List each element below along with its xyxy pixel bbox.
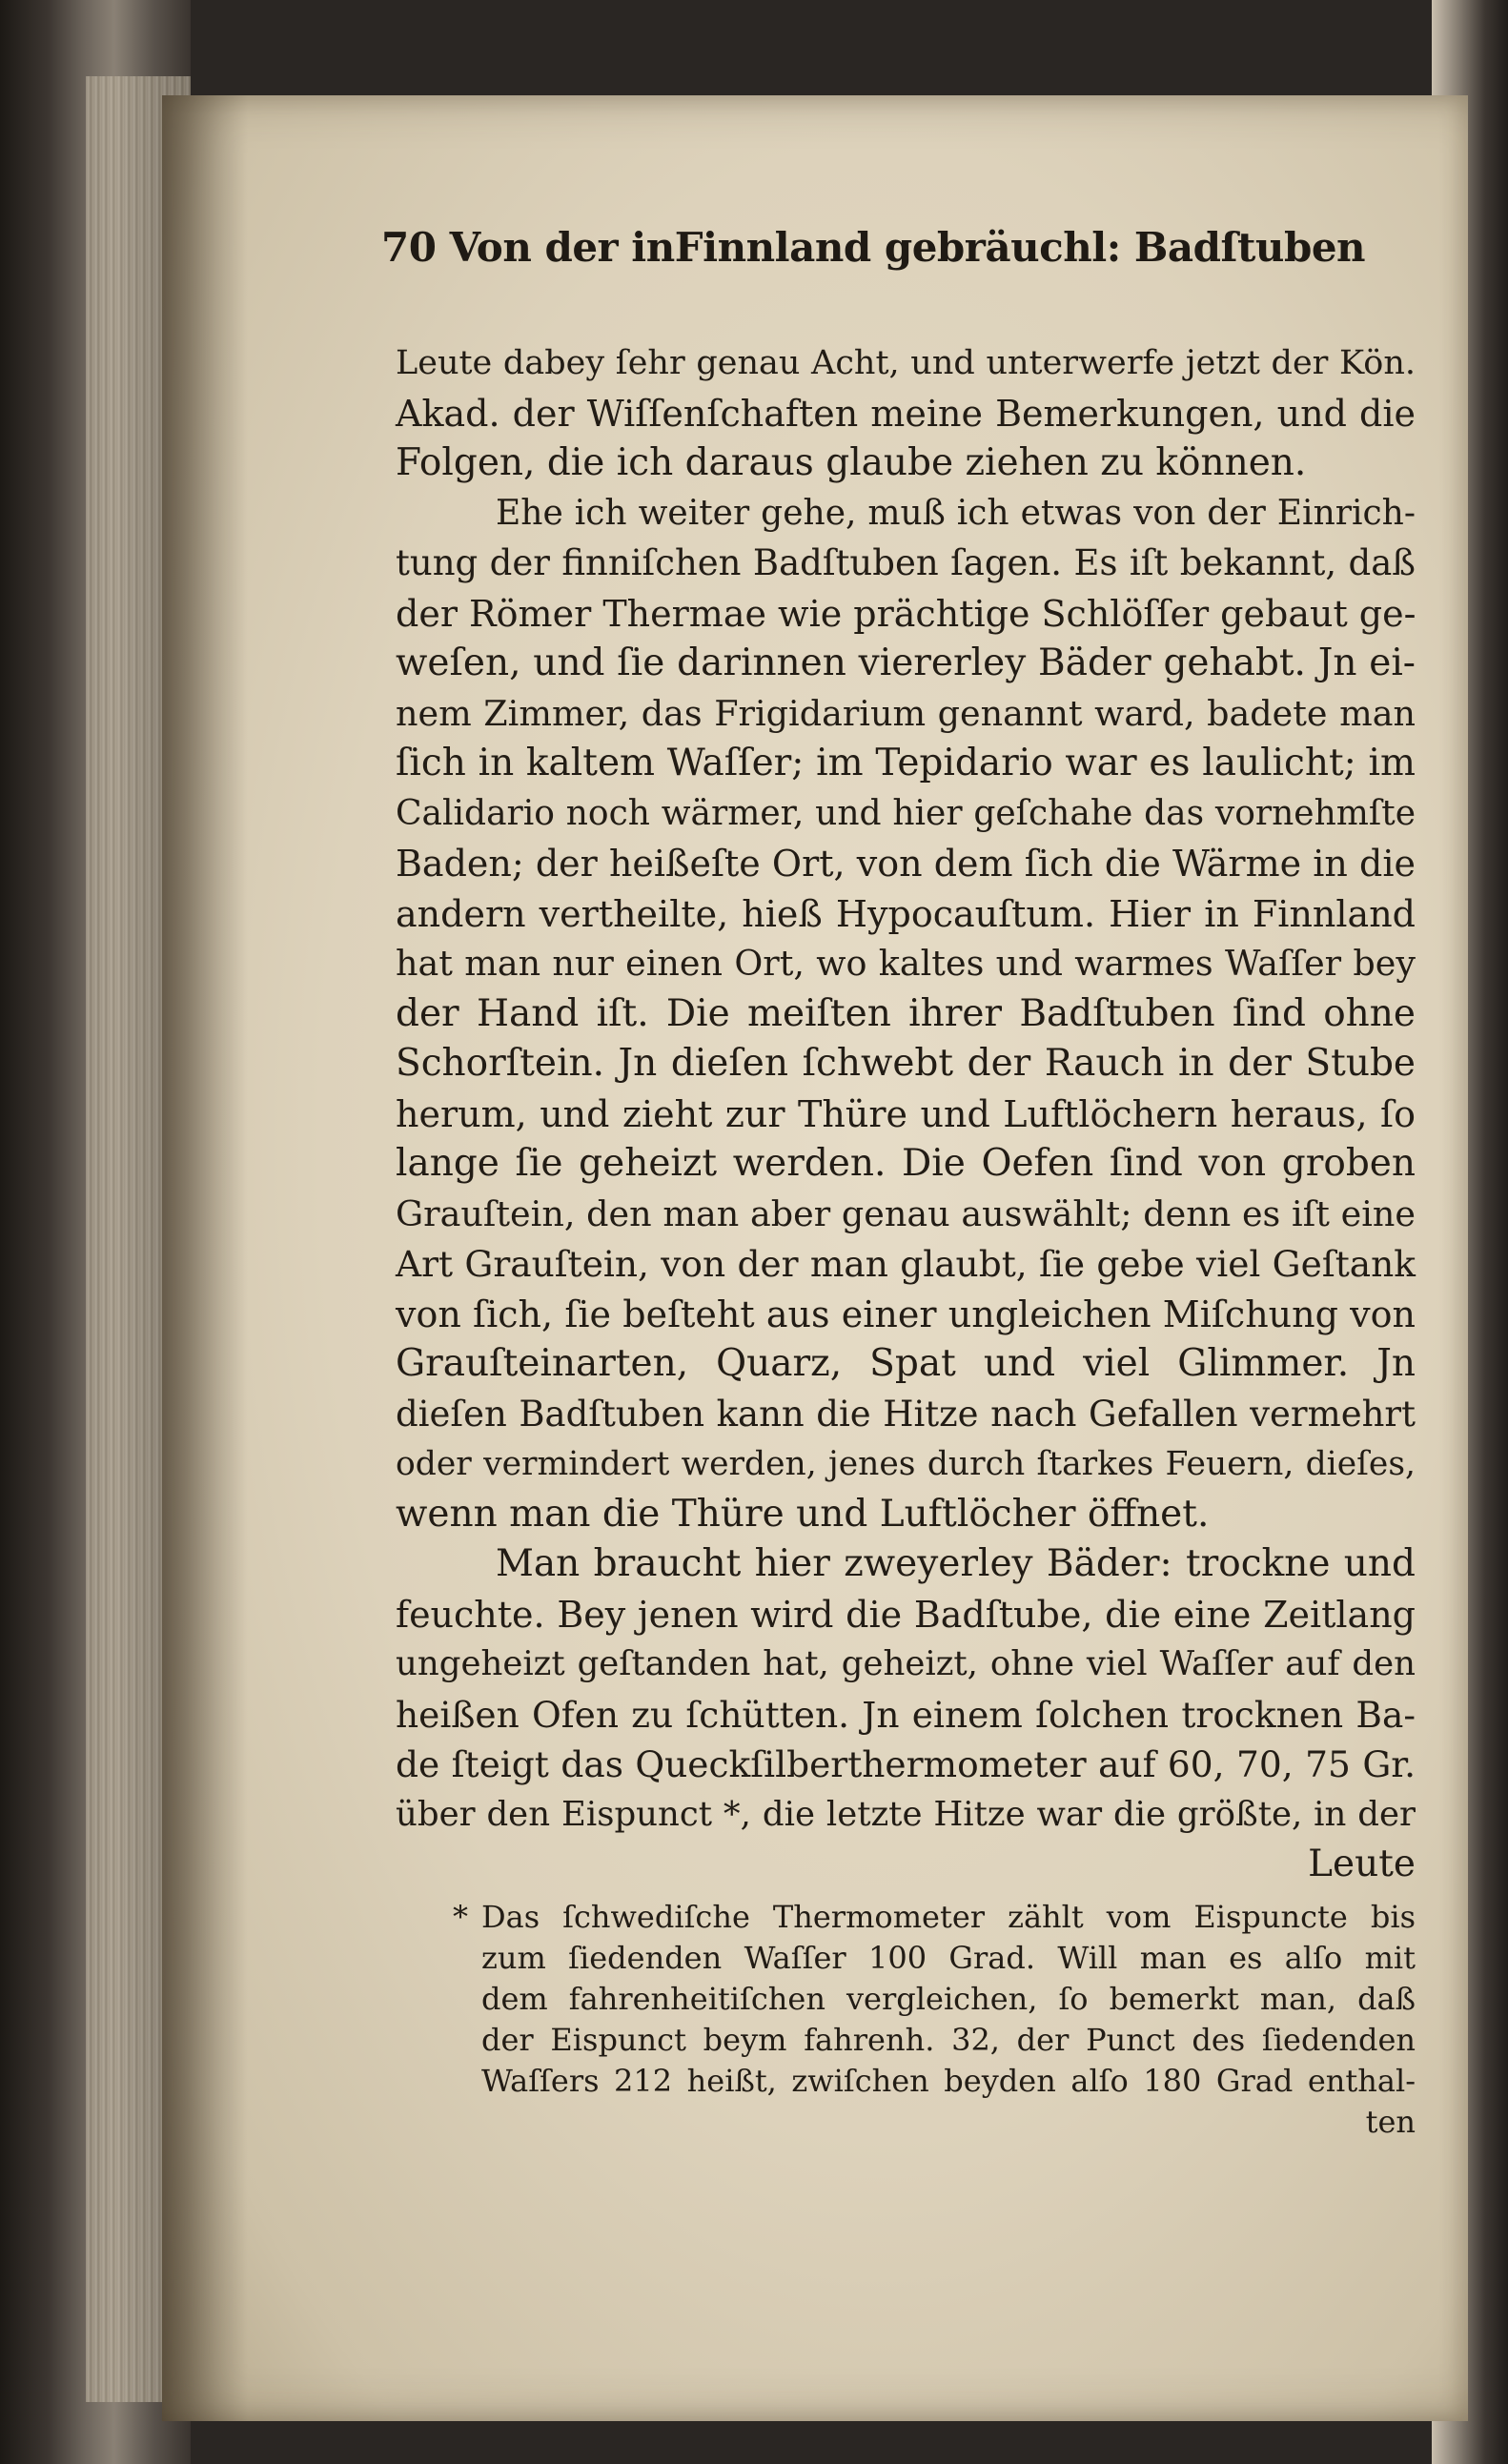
footnote-line: Waſſers 212 heißt, zwiſchen beyden alſo 180 Grad enthal-: [481, 2063, 1416, 2099]
text-line: weſen, und ſie darinnen viererley Bäder gehabt. Jn ei-: [396, 641, 1416, 684]
text-line: dieſen Badſtuben kann die Hitze nach Gefallen vermehrt: [396, 1393, 1416, 1435]
footnote-line: der Eispunct beym fahrenh. 32, der Punct des ſiedenden: [481, 2022, 1416, 2058]
text-line: Ehe ich weiter gehe, muß ich etwas von der Einrich-: [496, 493, 1416, 533]
catchword: Leute: [1308, 1843, 1416, 1885]
text-line: feuchte. Bey jenen wird die Badſtube, die eine Zeitlang: [396, 1593, 1416, 1636]
running-header: 70 Von der inFinnland gebräuchl: Badſtuben: [381, 224, 1366, 271]
text-line: nem Zimmer, das Frigidarium genannt ward, badete man: [396, 692, 1416, 734]
footnote-catchword: ten: [1365, 2104, 1416, 2140]
text-line: herum, und zieht zur Thüre und Luftlöchern heraus, ſo: [396, 1092, 1416, 1135]
text-line: oder vermindert werden, jenes durch ſtarkes Feuern, dieſes,: [396, 1445, 1416, 1483]
footnote-line: dem fahrenheitiſchen vergleichen, ſo bemerkt man, daß: [481, 1981, 1416, 2017]
text-line: Akad. der Wiſſenſchaften meine Bemerkungen, und die: [396, 392, 1416, 435]
text-line: Calidario noch wärmer, und hier geſchahe das vornehmſte: [396, 793, 1416, 833]
text-line: wenn man die Thüre und Luftlöcher öffnet.: [396, 1492, 1210, 1536]
text-line: der Römer Thermae wie prächtige Schlöſſer gebaut ge-: [396, 592, 1416, 635]
text-line: hat man nur einen Ort, wo kaltes und warmes Waſſer bey: [396, 943, 1416, 984]
text-line: Folgen, die ich daraus glaube ziehen zu können.: [396, 441, 1307, 484]
footnote: [396, 1897, 1416, 2143]
text-line: tung der finniſchen Badſtuben ſagen. Es iſt bekannt, daß: [396, 542, 1416, 583]
footnote-line: [396, 1897, 1416, 1938]
text-line: der Hand iſt. Die meiſten ihrer Badſtuben ſind ohne: [396, 991, 1416, 1035]
footnote-mark: *: [453, 1899, 468, 1935]
text-line: Man braucht hier zweyerley Bäder: trockne und: [496, 1542, 1416, 1585]
footnote-line: zum ſiedenden Waſſer 100 Grad. Will man es alſo mit: [481, 1940, 1416, 1976]
footnote-line-text: Das ſchwediſche Thermometer zählt vom Eispuncte bis: [481, 1899, 1416, 1935]
text-line: Grauſteinarten, Quarz, Spat und viel Glimmer. Jn: [396, 1342, 1416, 1385]
text-line: Schorſtein. Jn dieſen ſchwebt der Rauch in der Stube: [396, 1042, 1416, 1085]
text-line: von ſich, ſie beſteht aus einer ungleichen Miſchung von: [396, 1293, 1416, 1335]
text-line: Grauſtein, den man aber genau auswählt; denn es iſt eine: [396, 1192, 1416, 1234]
text-line: de ſteigt das Queckſilberthermometer auf 60, 70, 75 Gr.: [396, 1743, 1416, 1785]
text-line: ungeheizt geſtanden hat, geheizt, ohne viel Waſſer auf den: [396, 1644, 1416, 1683]
text-line: Leute dabey ſehr genau Acht, und unterwerfe jetzt der Kön.: [396, 344, 1416, 382]
gutter-shadow: [162, 95, 248, 2421]
text-line: heißen Ofen zu ſchütten. Jn einem ſolchen trocknen Ba-: [396, 1693, 1416, 1736]
text-line: andern vertheilte, hieß Hypocauſtum. Hier in Finnland: [396, 892, 1416, 935]
text-line: lange ſie geheizt werden. Die Oefen ſind von groben: [396, 1142, 1416, 1185]
text-line: Art Grauſtein, von der man glaubt, ſie gebe viel Geſtank: [396, 1243, 1416, 1285]
text-line: Baden; der heißeſte Ort, von dem ſich die Wärme in die: [396, 843, 1416, 885]
text-line: über den Eispunct *, die letzte Hitze war die größte, in der: [396, 1794, 1416, 1834]
main-text: [396, 338, 1416, 1890]
text-line: ſich in kaltem Waſſer; im Tepidario war es laulicht; im: [396, 742, 1416, 784]
